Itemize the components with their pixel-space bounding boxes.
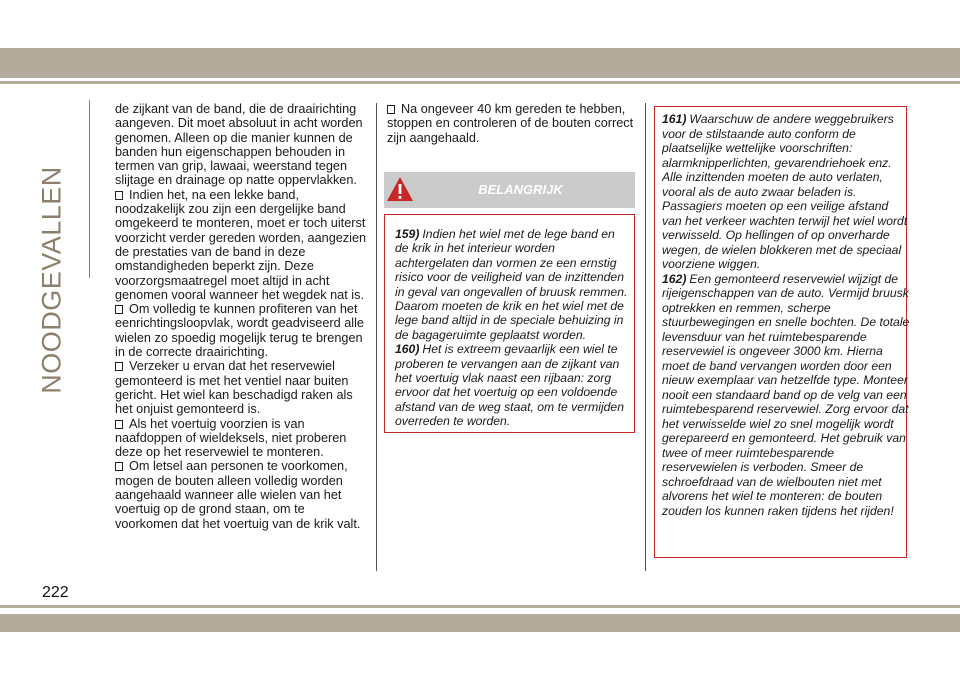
bullet-square-icon <box>115 362 123 371</box>
header-band <box>0 48 960 78</box>
footer-line <box>0 605 960 608</box>
bullet-item: Verzeker u ervan dat het reservewiel gemonteerd is met het ventiel naar buiten gericht. Het wiel kan beschadigd raken als het onjuist gemonteerd is. <box>115 359 353 417</box>
footer-band <box>0 614 960 632</box>
important-header <box>384 172 635 208</box>
section-label: NOODGEVALLEN <box>36 166 67 394</box>
warning-note: 160) Het is extreem gevaarlijk een wiel te proberen te vervangen aan de zijkant van het voertuig vlak naast een rijbaan: zorg ervoor dat het voertuig op een voldoende afstand van de weg staat, om te vermijden overreden te worden. <box>395 342 624 429</box>
bullet-square-icon <box>115 191 123 200</box>
header-line <box>0 81 960 84</box>
bullet-item: Om volledig te kunnen profiteren van het eenrichtingsloopvlak, wordt geadviseerd alle wielen zo spoedig mogelijk terug te brengen in de correcte draairichting. <box>115 302 364 360</box>
column-3 <box>662 112 910 518</box>
bullet-square-icon <box>115 305 123 314</box>
important-title: BELANGRIJK <box>478 182 563 197</box>
intro-paragraph: de zijkant van de band, die de draairichting aangeven. Dit moet absoluut in acht worden genomen. Alleen op die manier kunnen de banden hun eigenschappen behouden in termen van grip, lawaai, weerstand tegen slijtage en drainage op natte oppervlakken. <box>115 102 363 188</box>
bullet-item: Als het voertuig voorzien is van naafdoppen of wieldeksels, niet proberen deze op het reservewiel te monteren. <box>115 416 347 460</box>
column-divider <box>376 103 377 571</box>
bullet-item: Indien het, na een lekke band, noodzakelijk zou zijn een dergelijke band omgekeerd te monteren, moet er toch uiterst voorzicht verder gereden worden, aangezien de prestaties van de band in deze omstandigheden beperkt zijn. Deze voorzorgsmaatregel moet altijd in acht genomen vooral wanneer het wegdek nat is. <box>115 187 367 302</box>
bullet-square-icon <box>115 462 123 471</box>
bullet-item: Na ongeveer 40 km gereden te hebben, stoppen en controleren of de bouten correct zijn aangehaald. <box>387 102 634 145</box>
warning-note: 162) Een gemonteerd reservewiel wijzigt de rijeigenschappen van de auto. Vermijd bruusk optrekken en remmen, scherpe stuurbewegingen en snelle bochten. De totale levensduur van het ruimtebesparende reservewiel is ongeveer 3000 km. Hierna moet de band vervangen worden door een nieuw exemplaar van hetzelfde type. Monteer nooit een standaard band op de velg van een ruimtebesparend reservewiel. Zorg ervoor dat het verwisselde wiel zo snel mogelijk wordt gerepareerd en gemonteerd. Het gebruik van twee of meer ruimtebesparende reservewielen is verboden. Smeer de schroefdraad van de wielbouten niet met alvorens het wiel te monteren: de bouten zouden los kunnen raken tijdens het rijden! <box>662 271 910 518</box>
column-2 <box>387 102 635 145</box>
page-number: 222 <box>42 584 69 601</box>
column-1 <box>115 102 369 531</box>
section-rule <box>89 100 90 278</box>
warning-note: 159) Indien het wiel met de lege band en de krik in het interieur worden achtergelaten dan vormen ze een ernstig risico voor de veiligheid van de inzittenden in geval van ongevallen of bruusk remmen. Daarom moeten de krik en het wiel met de lege band altijd in de speciale behuizing in de bagageruimte geplaatst worden. <box>395 227 628 342</box>
column-divider <box>645 103 646 571</box>
warning-note: 161) Waarschuw de andere weggebruikers voor de stilstaande auto conform de plaatselijke wettelijke voorschriften: alarmknipperlichten, gevarendriehoek enz. Alle inzittenden moeten de auto verlaten, vooral als de auto zwaar beladen is. Passagiers moeten op een veilige afstand van het verkeer wachten terwijl het wiel wordt verwisseld. Op hellingen of op onverharde wegen, de wielen blokkeren met de speciaal voorziene wiggen. <box>662 112 908 271</box>
bullet-square-icon <box>115 420 123 429</box>
bullet-item: Om letsel aan personen te voorkomen, mogen de bouten alleen volledig worden aangehaald wanneer alle wielen van het voertuig op de grond staan, om te voorkomen dat het voertuig van de krik valt. <box>115 459 361 531</box>
warning-box <box>384 214 635 433</box>
bullet-square-icon <box>387 105 395 114</box>
